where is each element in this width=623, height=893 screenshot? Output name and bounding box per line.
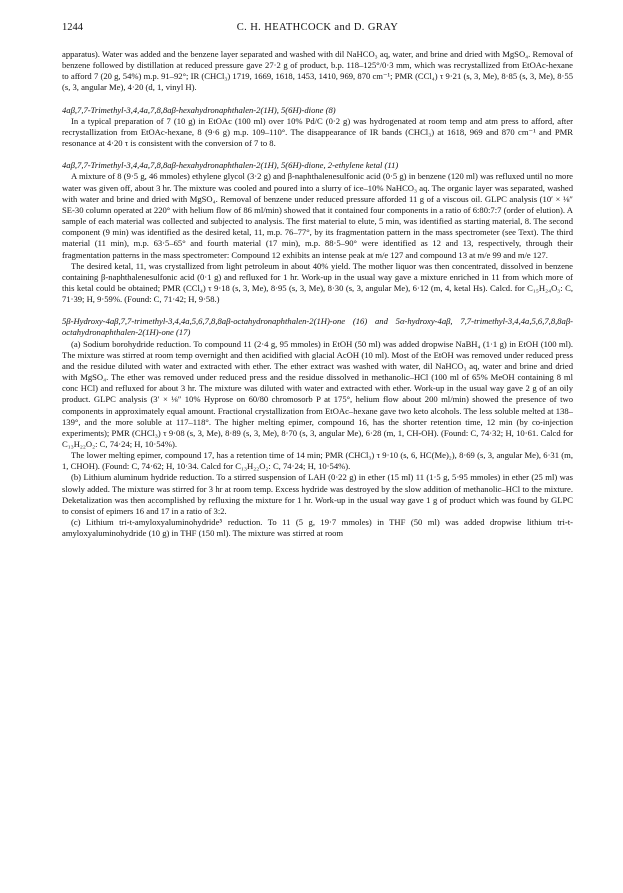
running-header: [62, 22, 573, 38]
compound-16-17-heading: 5β-Hydroxy-4aβ,7,7-trimethyl-3,4,4a,5,6,7,8,8aβ-octahydronaphthalen-2(1H)-one (16) and 5α-hydroxy-4aβ, 7,7-trimethyl-3,4,4a,5,6,7,8,8aβ-octahydronaphthalen-2(1H)-one (17): [62, 316, 573, 338]
compound-8-paragraph: In a typical preparation of 7 (10 g) in EtOAc (100 ml) over 10% Pd/C (0·2 g) was hydrogenated at room temp and atm press to afford, after recrystallization from EtOAc-hexane, 8 (9·6 g) m.p. 109–110°. The disappearance of IR bands (CHCl₃) at 1618, 969 and 870 cm⁻¹ and PMR resonance at 4·20 τ is consistent with the conversion of 7 to 8.: [62, 115, 573, 149]
paragraph-continued: apparatus). Water was added and the benzene layer separated and washed with dil NaHCO₃ aq, water, and brine and dried with MgSO₄. Removal of benzene followed by distillation at reduced pressure gave 27·2 g of product, b.p. 118–125°/0·3 mm, which was recrystallized from EtOAc-hexane to afford 7 (20 g, 54%) m.p. 91–92°; IR (CHCl₃) 1719, 1669, 1618, 1453, 1410, 969, 870 cm⁻¹; PMR (CCl₄) τ 9·21 (s, 3, Me), 8·85 (s, 3, Me), 8·55 (s, 3, angular Me), 4·20 (d, 1, vinyl H).: [62, 49, 573, 93]
borohydride-reduction-paragraph: (a) Sodium borohydride reduction. To compound 11 (2·4 g, 95 mmoles) in EtOH (50 ml) was added dropwise NaBH₄ (1·1 g) in EtOH (100 ml). The mixture was stirred at room temp overnight and then acidified with glacial AcOH (10 ml). Most of the EtOH was removed under reduced press and the residue diluted with water and extracted with ether. The ether extract was washed with water, dil NaHCO₃ aq, water and brine and dried with MgSO₄. The ether was removed under reduced press and the residue dissolved in methanolic–HCl (100 ml of 65% MeOH containing 8 ml conc HCl) and refluxed for about 3 hr. The mixture was diluted with water and extracted with ether. Work-up in the usual way gave 2 g of an oily product. GLPC analysis (3′ × ⅛″ 10% Hyprose on 60/80 chromosorb P at 175°, helium flow about 200 ml/min) showed the presence of two components in approximately equal amount. Fractional crystallization from EtOAc–hexane gave two keto alcohols. The less soluble melted at 138–139°, and the more soluble at 117–118°. The higher melting epimer, compound 16, has the shorter retention time, 12 min (by co-injection experiments); PMR (CHCl₃) τ 9·08 (s, 3, Me), 8·89 (s, 3, Me), 8·70 (s, 3, angular Me), 6·28 (m, 1, CH-OH). (Found: C, 74·32; H, 10·61. Calcd for C₁₃H₂₂O₂: C, 74·24; H, 10·54%).: [62, 338, 573, 449]
compound-8-heading: 4aβ,7,7-Trimethyl-3,4,4a,7,8,8aβ-hexahydronaphthalen-2(1H), 5(6H)-dione (8): [62, 104, 336, 115]
page-number: 1244: [62, 22, 83, 33]
ketal-crystallization-paragraph: The desired ketal, 11, was crystallized from light petroleum in about 40% yield. The mother liquor was then concentrated, dissolved in benzene containing β-naphthalenesulfonic acid (0·1 g) and refluxed for 1 hr. Work-up in the usual way gave a mixture enriched in 11 from which more of this ketal could be obtained; PMR (CCl₄) τ 9·18 (s, 3, Me), 8·95 (s, 3, Me), 8·30 (s, 3, angular Me), 6·12 (m, 4, ketal Hs). Calcd. for C₁₅H₂₄O₃: C, 71·39; H, 9·59%. (Found: C, 71·42; H, 9·58.): [62, 260, 573, 305]
article-body: [62, 49, 573, 885]
epimer-17-paragraph: The lower melting epimer, compound 17, has a retention time of 14 min; PMR (CHCl₃) τ 9·10 (s, 6, HC(Me)₂), 8·69 (s, 3, angular Me), 6·31 (m, 1, CHOH). (Found: C, 74·62; H, 10·34. Calcd for C₁₃H₂₂O₂: C, 74·24; H, 10·54%).: [62, 450, 573, 472]
compound-11-heading: 4aβ,7,7-Trimethyl-3,4,4a,7,8,8aβ-hexahydronaphthalen-2(1H), 5(6H)-dione, 2-ethylene ketal (11): [62, 160, 399, 171]
compound-11-paragraph: A mixture of 8 (9·5 g, 46 mmoles) ethylene glycol (3·2 g) and β-naphthalenesulfonic acid (0·5 g) in benzene (120 ml) was refluxed until no more water was given off, about 3 hr. The mixture was cooled and poured into a slurry of ice–10% NaHCO₃ aq. The organic layer was separated, washed with water and brine and dried with MgSO₄. Removal of benzene under reduced pressure afforded 11 g of a viscous oil. GLPC analysis (10′ × ⅛″ SE-30 column operated at 220° with helium flow of 86 ml/min) showed that it contained four components in a ratio of 6:80:7:7 (order of elution). A sample of each material was collected and subjected to analysis. The first material to elute, 5 min, was identified as starting material, 8. The second component (9 min) was identified as the desired ketal, 11, m.p. 76–77°, by its fragmentation pattern in the mass spectrometer (see Text). The third material (11 min), m.p. 63·5–65° and fourth material (17 min), m.p. 88·5–90° were identified as 12 and 13, respectively, through their fragmentation patterns in the mass spectrometer: Compound 12 exhibits an intense peak at m/e 127 and compound 13 at m/e 99 and m/e 127.: [62, 171, 573, 260]
lah-reduction-paragraph: (b) Lithium aluminum hydride reduction. To a stirred suspension of LAH (0·22 g) in ether (15 ml) 11 (1·5 g, 5·95 mmoles) in ether (25 ml) was slowly added. The mixture was stirred for 3 hr at room temp. Excess hydride was destroyed by the slow addition of methanolic–HCl to the mixture. Deketalization was then accomplished by refluxing the mixture for 1 hr. Work-up in the usual way gave 1 g of product which was found by GLPC to consist of epimers 16 and 17 in a ratio of 3:2.: [62, 472, 573, 516]
running-head-authors: C. H. HEATHCOCK and D. GRAY: [236, 22, 399, 33]
amyloxyaluminohydride-paragraph: (c) Lithium tri-t-amyloxyaluminohydride⁵ reduction. To 11 (5 g, 19·7 mmoles) in THF (50 ml) was added dropwise lithium tri-t-amyloxyaluminohydride (10 g) in THF (150 ml). The mixture was stirred at room: [62, 517, 573, 539]
